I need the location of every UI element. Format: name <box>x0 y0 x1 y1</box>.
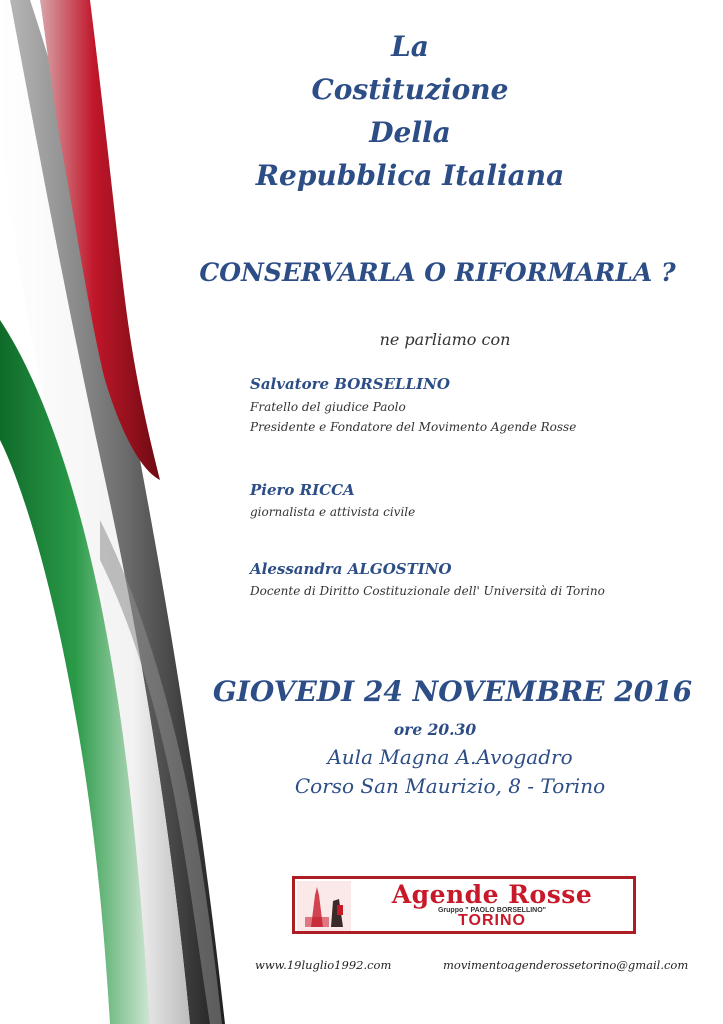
footer-website-link[interactable]: www.19luglio1992.com <box>255 958 392 972</box>
subtitle: CONSERVARLA O RIFORMARLA ? <box>199 258 676 287</box>
intro-text: ne parliamo con <box>379 330 511 349</box>
footer-email-link[interactable]: movimentoagenderossetorino@gmail.com <box>443 958 689 972</box>
torino-monument-icon <box>297 881 351 931</box>
speaker-1-name: Salvatore BORSELLINO <box>250 375 450 393</box>
logo-group: Gruppo " PAOLO BORSELLINO" <box>437 907 546 914</box>
speaker-1-role-2: Presidente e Fondatore del Movimento Agende Rosse <box>250 420 577 434</box>
tricolor-ribbon-decoration <box>0 0 260 1024</box>
title-line-1: La <box>391 30 429 63</box>
event-date: GIOVEDI 24 NOVEMBRE 2016 <box>212 675 693 708</box>
title-line-3: Della <box>369 116 451 149</box>
speaker-2-role-1: giornalista e attivista civile <box>250 505 416 519</box>
title-line-4: Repubblica Italiana <box>255 159 565 192</box>
speaker-3-role-1: Docente di Diritto Costituzionale dell' Università di Torino <box>250 584 605 598</box>
speaker-2-name: Piero RICCA <box>250 481 355 499</box>
title-line-2: Costituzione <box>311 73 509 106</box>
agende-rosse-logo <box>292 876 636 934</box>
speaker-1-role-1: Fratello del giudice Paolo <box>250 400 406 414</box>
logo-title: Agende Rosse <box>391 880 593 909</box>
speaker-3-name: Alessandra ALGOSTINO <box>250 560 452 578</box>
logo-city: TORINO <box>458 912 526 929</box>
event-address: Corso San Maurizio, 8 - Torino <box>294 774 606 798</box>
event-venue: Aula Magna A.Avogadro <box>327 745 573 769</box>
event-time: ore 20.30 <box>393 720 477 739</box>
